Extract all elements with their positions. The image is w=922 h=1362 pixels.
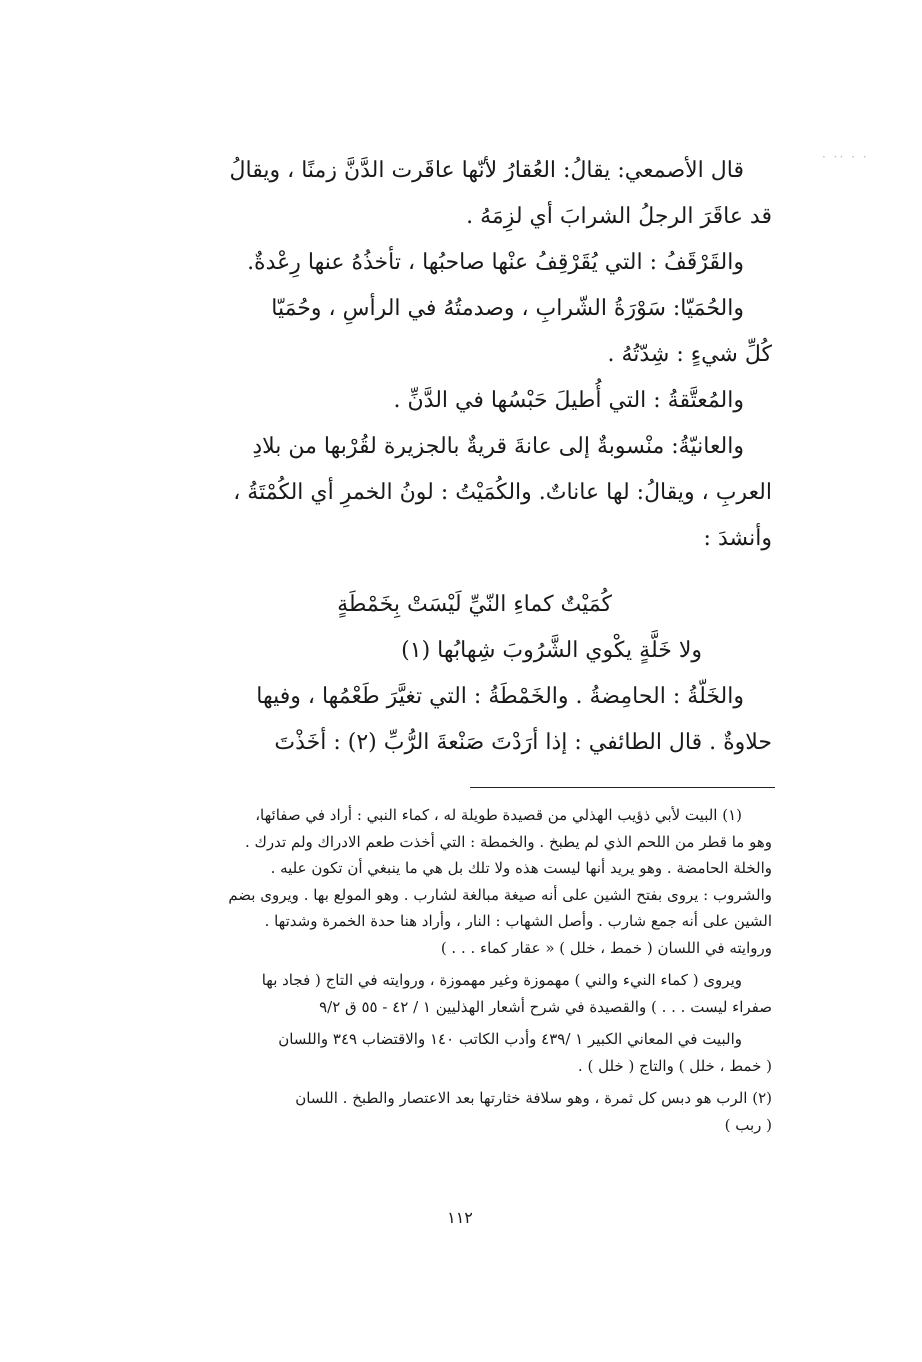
verse-first-hemistich (150, 582, 772, 628)
text-line-5: كُلِّ شيءٍ : شِدّتُهُ . (607, 342, 772, 367)
text-line-8: العربِ ، ويقالُ: لها عاناتٌ. والكُمَيْتُ : لونُ الخمرِ أي الكُمْتَةُ ، (233, 480, 772, 505)
text-line-7: والعانيّةُ: منْسوبةٌ إلى عانةَ قريةٌ بالجزيرة لقُرْبها من بلادِ (252, 434, 744, 459)
verse-line-2: ولا خَلَّةٍ يكْوي الشَّرُوبَ شِهابُها (١) (401, 638, 702, 663)
text-line-6: والمُعتَّقةُ : التي أُطيلَ حَبْسُها في الدَّنِّ . (393, 388, 744, 413)
footnote-separator (470, 787, 775, 788)
main-text-continued (150, 674, 772, 766)
text-line-3: والقَرْقَفُ : التي يُقَرْقِفُ عنْها صاحبُها ، تأخذُهُ عنها رِعْدةٌ. (247, 250, 744, 275)
footnote-1-line-1: (١) البيت لأبي ذؤيب الهذلي من قصيدة طويلة له ، كماء النبي : أراد في صفائها، (255, 806, 742, 824)
main-text (150, 148, 772, 562)
footnote-2-line-2: ( ربب ) (724, 1115, 772, 1134)
text-line-1: قال الأصمعي: يقالُ: العُقارُ لأنّها عاقَرت الدَّنَّ زمنًا ، ويقالُ (229, 158, 744, 183)
verse-second-hemistich (150, 628, 772, 674)
text-line-9: وأنشدَ : (703, 526, 772, 551)
footnote-1c-line-2: ( خمط ، خلل ) والتاج ( خلل ) . (577, 1056, 772, 1075)
text-line-2: قد عاقَرَ الرجلُ الشرابَ أي لزِمَهُ . (466, 204, 772, 229)
footnote-1c-line-1: والبيت في المعاني الكبير ١ /٤٣٩ وأدب الكاتب ١٤٠ والاقتضاب ٣٤٩ واللسان (278, 1030, 742, 1048)
text-line-10: والخَلّةُ : الحامِضةُ . والخَمْطَةُ : التي تغيَّرَ طَعْمُها ، وفيها (256, 684, 744, 709)
footnote-1-line-6: وروايته في اللسان ( خمط ، خلل ) « عقار كماء . . . ) (440, 938, 772, 957)
footnote-1-line-5: الشين على أنه جمع شارب . وأصل الشهاب : النار ، وأراد هنا حدة الخمرة وشدتها . (264, 912, 772, 930)
page-number: ١١٢ (447, 1208, 473, 1227)
footnote-1-line-4: والشروب : يروى بفتح الشين على أنه صيغة مبالغة لشارب . وهو المولع بها . ويروى بضم (228, 885, 772, 904)
text-line-4: والحُمَيّا: سَوْرَةُ الشّرابِ ، وصدمتُهُ في الرأسِ ، وحُمَيّا (271, 296, 744, 321)
footnote-1b-line-2: صفراء ليست . . . ) والقصيدة في شرح أشعار الهذليين ١ / ٤٢ - ٥٥ ق ٩/٢ (319, 997, 772, 1016)
verse-line-1: كُمَيْتٌ كماءِ النّيِّ لَيْسَتْ بِخَمْطَةٍ (337, 592, 612, 617)
footnote-1b-line-1: ويروى ( كماء النيء والني ) مهموزة وغير مهموزة ، وروايته في التاج ( فجاد بها (261, 971, 742, 989)
footnote-1-line-2: وهو ما قطر من اللحم الذي لم يطبخ . والخمطة : التي أخذت طعم الادراك ولم تدرك . (245, 832, 772, 851)
footnote-1-line-3: والخلة الحامضة . وهو يريد أنها ليست هذه ولا تلك بل هي ما ينبغي أن تكون عليه . (270, 859, 772, 877)
text-line-11: حلاوةٌ . قال الطائفي : إذا أرَدْتَ صَنْعةَ الرُّبِّ (٢) : أخَذْتَ (274, 730, 772, 755)
footnote-2-line-1: (٢) الرب هو دبس كل ثمرة ، وهو سلافة خثارتها بعد الاعتصار والطبخ . اللسان (295, 1089, 772, 1107)
margin-scan-mark: · ·· · · (822, 150, 869, 164)
footnotes (150, 802, 772, 1138)
